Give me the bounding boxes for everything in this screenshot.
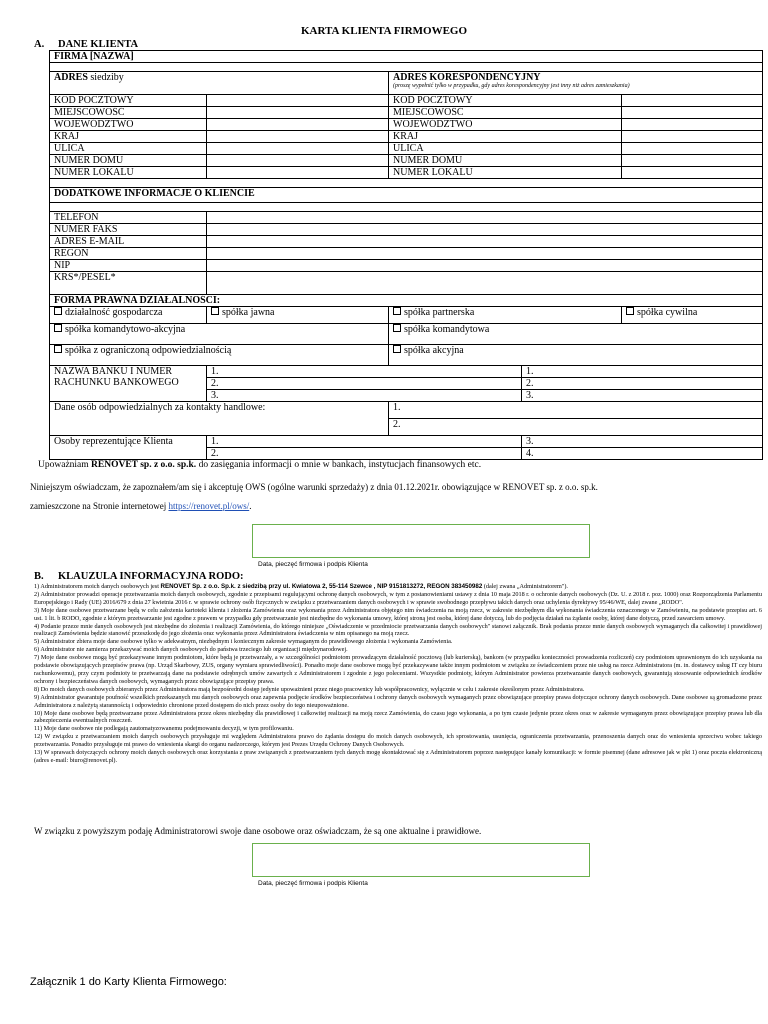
clause-intro-pre: 1) Administratorem moich danych osobowych jest	[34, 583, 161, 590]
clause-item: 12) W związku z przetwarzaniem moich danych osobowych przysługuje mi względem Administratora prawo do żądania dostępu do moich danych osobowych, ich sprostowania, usunięcia, ograniczenia przetwarzania, przenoszenia danych oraz do wniesienia sprzeciwu wobec takiego przetwarzania. Ponadto przysługuje mi prawo do wniesienia skargi do organu nadzorczego, którym jest Prezes Urzędu Ochrony Danych Osobowych.	[34, 733, 762, 749]
spacer-row	[50, 179, 763, 188]
authorization-company: RENOVET sp. z o.o. sp.k.	[91, 460, 197, 470]
address-label: KRAJ	[50, 131, 207, 143]
info-label: TELEFON	[50, 212, 207, 224]
info-field[interactable]	[207, 236, 763, 248]
section-a-letter: A.	[34, 39, 45, 50]
address-row	[50, 119, 763, 131]
legal-form-label: spółka cywilna	[637, 307, 698, 318]
bank-account-label: NAZWA BANKU I NUMER RACHUNKU BANKOWEGO	[50, 366, 207, 402]
section-b-title: KLAUZULA INFORMACYJNA RODO	[58, 571, 241, 582]
address-field[interactable]	[207, 119, 389, 131]
authorization-pre: Upoważniam	[38, 460, 92, 470]
bank-entry-2[interactable]: 2.	[207, 378, 522, 390]
trade-contacts-label: Dane osób odpowiedzialnych za kontakty handlowe:	[50, 402, 389, 436]
checkbox-icon[interactable]	[393, 345, 401, 353]
address-label: NUMER DOMU	[50, 155, 207, 167]
page-title: KARTA KLIENTA FIRMOWEGO	[300, 25, 468, 37]
info-field[interactable]	[207, 212, 763, 224]
legal-form-option[interactable]	[50, 307, 207, 324]
clause-item: 4) Podanie przeze mnie danych osobowych jest niezbędne do złożenia i realizacji Zamówienia, do którego niniejsze „Oświadczenie w przedmiocie przetwarzania danych osobowych" stanowi załącznik. Brak podania przeze mnie danych osobowych wymaganych dla całkowitej i prawidłowej realizacji Zamówienia będzie stanowić przeszkodę do jego złożenia oraz wykonania przez Administratora świadczenia w nim opisanego na moją rzecz.	[34, 622, 762, 638]
info-field[interactable]	[207, 224, 763, 236]
ows-line2-post: .	[249, 501, 252, 511]
address-field[interactable]	[622, 95, 763, 107]
legal-form-row	[50, 345, 763, 366]
section-b-colon: :	[240, 571, 244, 582]
clause-item: 11) Moje dane osobowe nie podlegają zautomatyzowanemu podejmowaniu decyzji, w tym profilowaniu.	[34, 725, 294, 733]
checkbox-icon[interactable]	[393, 307, 401, 315]
legal-form-label: spółka jawna	[222, 307, 275, 318]
address-field[interactable]	[622, 167, 763, 179]
info-field[interactable]	[207, 272, 763, 295]
address-field[interactable]	[207, 155, 389, 167]
address-row	[50, 131, 763, 143]
address-label: ULICA	[389, 143, 622, 155]
registered-address-header	[50, 72, 389, 95]
clause-intro-company: RENOVET Sp. z o.o. Sp.k. z siedzibą przy ul. Kwiatowa 2, 55-114 Szewce , NIP 9151813272, REGON 383450982	[160, 583, 483, 590]
authorization-post: do zasięgania informacji o mnie w bankach, instytucjach finansowych etc.	[196, 460, 482, 470]
legal-form-label: działalność gospodarcza	[65, 307, 163, 318]
checkbox-icon[interactable]	[54, 324, 62, 332]
address-rest: siedziby	[87, 72, 124, 83]
address-field[interactable]	[207, 167, 389, 179]
checkbox-icon[interactable]	[211, 307, 219, 315]
address-label: KRAJ	[389, 131, 622, 143]
ows-declaration: Niniejszym oświadczam, że zapoznałem/am się i akceptuję OWS (ogólne warunki sprzedaży) z dnia 01.12.2021r. obowiązujące w RENOVET sp. z o.o. sp.k.	[30, 482, 598, 492]
address-field[interactable]	[622, 119, 763, 131]
representatives-label: Osoby reprezentujące Klienta	[50, 436, 207, 460]
clause-intro-post: (dalej zwana „Administratorem").	[482, 583, 568, 590]
clause-item: 3) Moje dane osobowe przetwarzane będą w celu założenia kartoteki klienta i złożenia Zamówienia oraz wykonania przez Administratora objętego nim świadczenia na moją rzecz, w zakresie niezbędnym dla wykonania świadczenia oznaczonego w Zamówieniu, na podstawie przepisu art. 6 ust. 1 lit. b RODO, zgodnie z którym przetwarzanie jest zgodne z prawem w przypadku gdy przetwarzanie jest niezbędne do wykonania umowy, której stroną jest osoba, której dane dotyczą, lub do podjęcia działań na żądanie osoby, której dane dotyczą, przed zawarciem umowy.	[34, 606, 762, 622]
address-row	[50, 95, 763, 107]
company-name-field[interactable]	[50, 63, 763, 72]
client-data-table	[49, 50, 763, 460]
bank-entry-1b[interactable]: 1.	[522, 366, 763, 378]
address-label: WOJEWÓDZTWO	[50, 119, 207, 131]
address-label: MIEJSCOWOŚĆ	[389, 107, 622, 119]
authorization-statement	[38, 459, 481, 471]
legal-form-option[interactable]	[50, 324, 389, 345]
address-field[interactable]	[622, 131, 763, 143]
clause-item: 6) Administrator nie zamierza przekazywać moich danych osobowych do państwa trzeciego lub organizacji międzynarodowej.	[34, 646, 348, 654]
clause-item: 9) Administrator gwarantuje poufność wszelkich przekazanych mu danych osobowych oraz zapewnia podjęcie środków bezpieczeństwa i ochrony danych osobowych wymaganych przez obowiązujące przepisy prawa dotyczące ochrony danych osobowych. Dane osobowe są gromadzone przez Administratora z należytą starannością i odpowiednio chronione przed dostępem do nich przez osoby do tego nieupoważnione.	[34, 693, 762, 709]
address-field[interactable]	[207, 143, 389, 155]
legal-form-row	[50, 324, 763, 345]
spacer-row	[50, 203, 763, 212]
correspondence-note: (proszę wypełnić tylko w przypadku, gdy adres korespondencyjny jest inny niż adres zamieszkania)	[393, 83, 630, 89]
clause-item: 10) Moje dane osobowe będą przetwarzane przez Administratora przez okres niezbędny dla prawidłowej i całkowitej realizacji na moją rzecz Zamówienia, do czasu jego wykonania, a po tym czasie jedynie przez okres oraz w zakresie wymaganym przez obowiązujące przepisy prawa lub dla zabezpieczenia ewentualnych roszczeń.	[34, 709, 762, 725]
signature-box-2[interactable]	[252, 843, 590, 877]
legal-form-label: spółka z ograniczoną odpowiedzialnością	[65, 345, 232, 356]
clause-item: 8) Do moich danych osobowych zbieranych przez Administratora mają bezpośredni dostęp jedynie upoważnieni przez niego pracownicy lub współpracownicy, wyłącznie w celu i zakresie określonym przez Administratora.	[34, 685, 585, 693]
legal-form-label: spółka akcyjna	[404, 345, 464, 356]
clause-item: 13) W sprawach dotyczących ochrony moich danych osobowych oraz korzystania z praw związanych z przetwarzaniem tych danych mogę skontaktować się z Administratorem poprzez następujące kanały komunikacji: w formie pisemnej (dane adresowe jak w pkt 1) oraz poczta elektroniczną (adres e-mail: biuro@renovet.pl).	[34, 749, 762, 764]
legal-form-option[interactable]	[389, 345, 763, 366]
representative-3[interactable]: 3.	[522, 436, 763, 448]
legal-form-label: spółka partnerska	[404, 307, 475, 318]
address-row	[50, 143, 763, 155]
ows-link[interactable]: https://renovet.pl/ows/	[168, 501, 250, 511]
additional-info-heading: DODATKOWE INFORMACJE O KLIENCIE	[50, 188, 763, 203]
info-label: ADRES E-MAIL	[50, 236, 207, 248]
info-row	[50, 248, 763, 260]
info-label: REGON	[50, 248, 207, 260]
clause-item: 7) Moje dane osobowe mogą być przekazywane innym podmiotom, które będą je przetwarzały, a w szczególności podmiotom prowadzącym działalność pocztową (lub kurierską), bankom (w przypadku konieczności prowadzenia rozliczeń) czy podmiotom uprawnionym do ich uzyskania na podstawie obowiązujących przepisów prawa (np. Urząd Skarbowy, ZUS, organy wymiaru sprawiedliwości). Ponadto moje dane osobowe mogą być przekazywane także innym podmiotom w związku ze świadczeniem przez nie usług na rzecz Administratora (m. in. dostawcy usług IT czy biuru rachunkowemu), przy czym podmioty te przetwarzają dane na podstawie odrębnych umów zawartych z Administratorem i zgodnie z jego poleceniami. Wszystkie podmioty, którym Administrator powierza przetwarzanie danych osobowych, gwarantują stosowanie odpowiednich środków ochrony i bezpieczeństwa danych osobowych, wymaganych przez obowiązujące przepisy prawa.	[34, 654, 762, 685]
clause-item: 5) Administrator zbiera moje dane osobowe tylko w adekwatnym, niezbędnym i koniecznym zakresie wymaganym do prawidłowego złożenia i wykonania Zamówienia.	[34, 638, 453, 646]
address-field[interactable]	[622, 155, 763, 167]
legal-form-label: spółka komandytowo-akcyjna	[65, 324, 186, 335]
signature-box-1[interactable]	[252, 524, 590, 558]
address-field[interactable]	[622, 107, 763, 119]
representative-1[interactable]: 1.	[207, 436, 522, 448]
clause-item: 2) Administrator prowadzi operacje przetwarzania moich danych osobowych, zgodnie z przepisami regulującymi ochronę danych osobowych, w tym z postanowieniami ustawy z dnia 10 maja 2018 r. o ochronie danych osobowych (Dz. U. z 2018 r. poz. 1000) oraz Rozporządzenia Parlamentu Europejskiego i Rady (UE) 2016/679 z dnia 27 kwietnia 2016 r. w sprawie ochrony osób fizycznych w związku z przetwarzaniem danych osobowych i w sprawie swobodnego przepływu takich danych oraz uchylenia dyrektywy 95/46/WE, dalej zwane „RODO".	[34, 590, 762, 606]
signature-caption-1: Data, pieczęć firmowa i podpis Klienta	[258, 561, 368, 568]
trade-contact-1[interactable]: 1.	[389, 402, 763, 419]
legal-form-option[interactable]	[389, 324, 763, 345]
info-label: NUMER FAKS	[50, 224, 207, 236]
address-row	[50, 107, 763, 119]
info-row	[50, 212, 763, 224]
info-row	[50, 272, 763, 295]
bank-entry-3b[interactable]: 3.	[522, 390, 763, 402]
section-b-heading	[34, 571, 244, 582]
address-bold: ADRES	[54, 72, 88, 83]
address-label: ULICA	[50, 143, 207, 155]
address-label: NUMER LOKALU	[50, 167, 207, 179]
clause-conclusion: W związku z powyższym podaję Administratorowi swoje dane osobowe oraz oświadczam, że są one aktualne i prawidłowe.	[34, 826, 482, 836]
bank-entry-1[interactable]: 1.	[207, 366, 522, 378]
bank-entry-3[interactable]: 3.	[207, 390, 522, 402]
legal-form-option[interactable]	[50, 345, 389, 366]
ows-declaration-line2	[30, 500, 251, 512]
address-label: KOD POCZTOWY	[50, 95, 207, 107]
checkbox-icon[interactable]	[54, 307, 62, 315]
legal-form-label: spółka komandytowa	[404, 324, 490, 335]
address-label: MIEJSCOWOŚĆ	[50, 107, 207, 119]
bank-entry-2b[interactable]: 2.	[522, 378, 763, 390]
correspondence-title: ADRES KORESPONDENCYJNY	[393, 72, 541, 83]
clause-item	[34, 583, 762, 591]
info-label: KRS*/PESEL*	[50, 272, 207, 295]
info-field[interactable]	[207, 260, 763, 272]
address-row	[50, 155, 763, 167]
address-row	[50, 167, 763, 179]
section-a-title: DANE KLIENTA	[58, 39, 139, 50]
address-label: WOJEWÓDZTWO	[389, 119, 622, 131]
info-label: NIP	[50, 260, 207, 272]
address-field[interactable]	[622, 143, 763, 155]
info-row	[50, 224, 763, 236]
signature-caption-2: Data, pieczęć firmowa i podpis Klienta	[258, 880, 368, 887]
representative-4[interactable]: 4.	[522, 448, 763, 460]
checkbox-icon[interactable]	[393, 324, 401, 332]
trade-contact-2[interactable]: 2.	[389, 419, 763, 436]
ows-line2-pre: zamieszczone na Stronie internetowej	[30, 501, 169, 511]
section-b-letter: B.	[34, 571, 44, 582]
info-field[interactable]	[207, 248, 763, 260]
checkbox-icon[interactable]	[54, 345, 62, 353]
company-name-label: FIRMA [NAZWA]	[50, 51, 763, 63]
info-row	[50, 260, 763, 272]
address-label: NUMER LOKALU	[389, 167, 622, 179]
attachment-footer: Załącznik 1 do Karty Klienta Firmowego:	[30, 976, 227, 988]
legal-form-option[interactable]	[207, 307, 389, 324]
address-label: NUMER DOMU	[389, 155, 622, 167]
representative-2[interactable]: 2.	[207, 448, 522, 460]
address-field[interactable]	[207, 95, 389, 107]
address-label: KOD POCZTOWY	[389, 95, 622, 107]
section-a-heading	[34, 39, 138, 50]
legal-form-heading: FORMA PRAWNA DZIAŁALNOŚCI:	[50, 295, 763, 307]
legal-form-option[interactable]	[389, 307, 622, 324]
legal-form-row	[50, 307, 763, 324]
correspondence-address-header	[389, 72, 763, 95]
gdpr-clause	[34, 583, 762, 765]
address-field[interactable]	[207, 107, 389, 119]
info-row	[50, 236, 763, 248]
checkbox-icon[interactable]	[626, 307, 634, 315]
legal-form-option[interactable]	[622, 307, 763, 324]
address-field[interactable]	[207, 131, 389, 143]
